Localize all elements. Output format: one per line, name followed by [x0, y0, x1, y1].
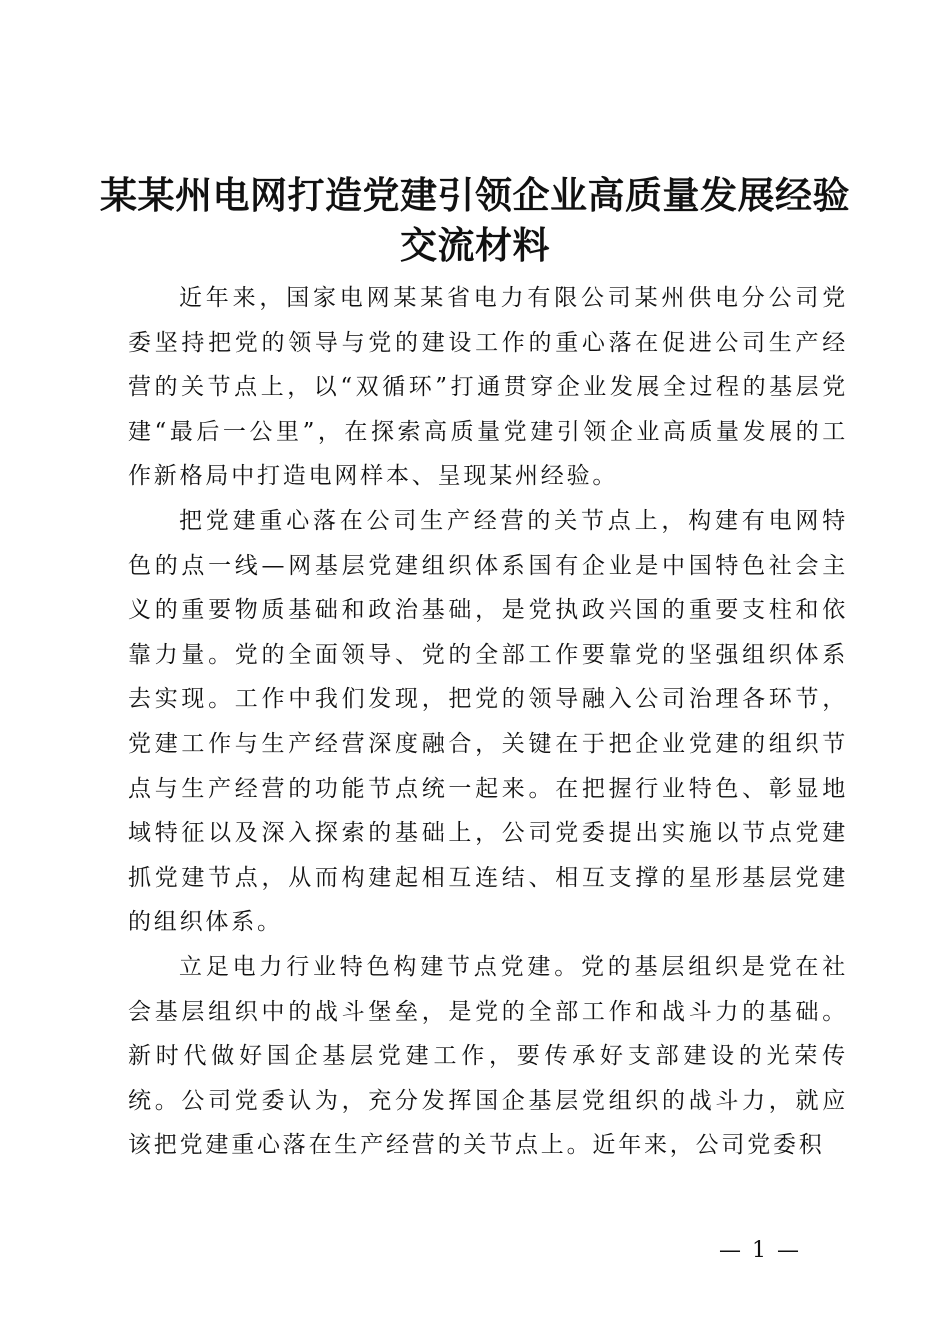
page-number: — 1 —	[719, 1238, 801, 1263]
document-title-line-2: 交流材料	[400, 224, 550, 267]
document-title-line-1: 某某州电网打造党建引领企业高质量发展经验	[100, 174, 850, 217]
paragraph-1: 近年来，国家电网某某省电力有限公司某州供电分公司党委坚持把党的领导与党的建设工作的重心落在促进公司生产经营的关节点上，以“双循环”打通贯穿企业发展全过程的基层党建“最后一公里”，在探索高质量党建引领企业高质量发展的工作新格局中打造电网样本、呈现某州经验。	[128, 285, 848, 490]
paragraph-2: 把党建重心落在公司生产经营的关节点上，构建有电网特色的点一线—网基层党建组织体系国有企业是中国特色社会主义的重要物质基础和政治基础，是党执政兴国的重要支柱和依靠力量。党的全面领导、党的全部工作要靠党的坚强组织体系去实现。工作中我们发现，把党的领导融入公司治理各环节，党建工作与生产经营深度融合，关键在于把企业党建的组织节点与生产经营的功能节点统一起来。在把握行业特色、彰显地域特征以及深入探索的基础上，公司党委提出实施以节点党建抓党建节点，从而构建起相互连结、相互支撑的星形基层党建的组织体系。	[128, 507, 848, 936]
document-body	[128, 276, 848, 1168]
paragraph-3: 立足电力行业特色构建节点党建。党的基层组织是党在社会基层组织中的战斗堡垒，是党的全部工作和战斗力的基础。新时代做好国企基层党建工作，要传承好支部建设的光荣传统。公司党委认为，充分发挥国企基层党组织的战斗力，就应该把党建重心落在生产经营的关节点上。近年来，公司党委积	[128, 953, 848, 1159]
